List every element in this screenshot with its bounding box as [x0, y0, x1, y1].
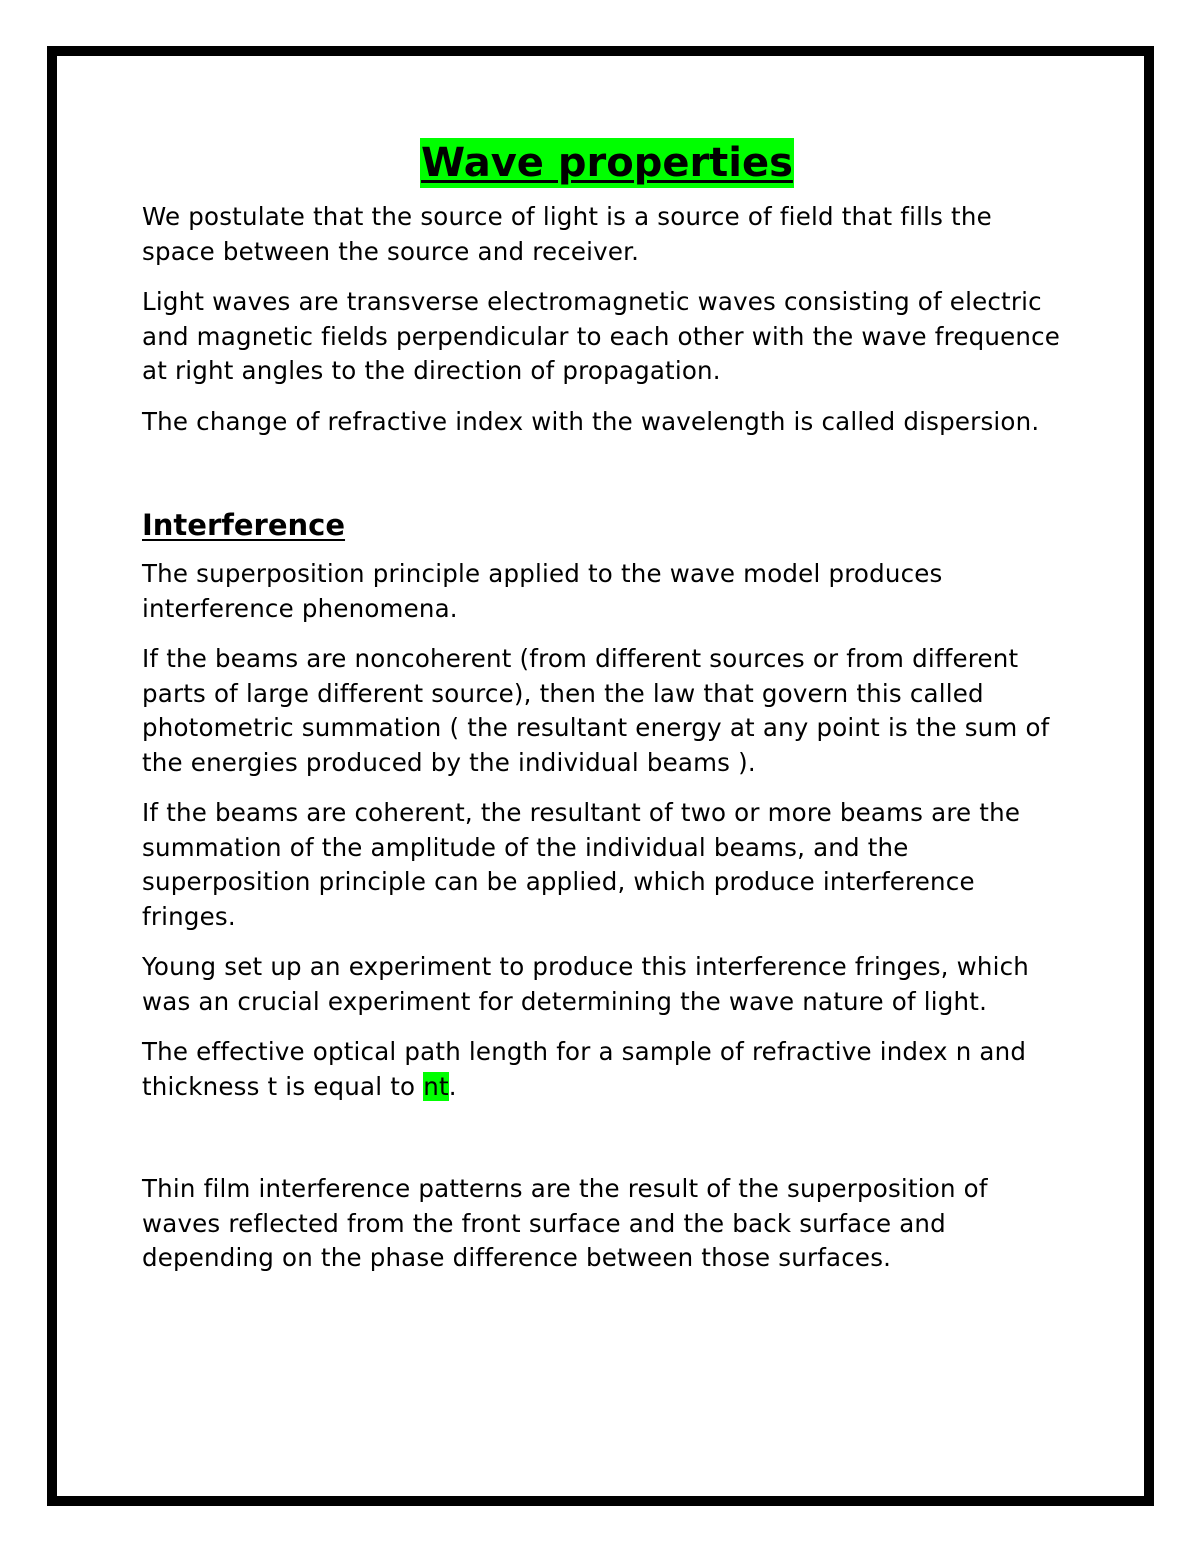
- interference-paragraph-3: If the beams are coherent, the resultant of two or more beams are the summation of the amplitude of the individual beams, and the superposition principle can be applied, which produce interference fringes.: [142, 798, 1021, 931]
- intro-paragraph-3: The change of refractive index with the wavelength is called dispersion.: [142, 406, 1040, 436]
- interference-paragraph-4: Young set up an experiment to produce this interference fringes, which was an crucial experiment for determining the wave nature of light.: [142, 952, 1030, 1016]
- section-heading-interference: Interference: [142, 508, 346, 542]
- title-container: [142, 138, 1072, 188]
- document-title: Wave properties: [421, 140, 793, 186]
- document-body: [142, 138, 1072, 1292]
- intro-paragraph-1: We postulate that the source of light is a source of field that fills the space between the source and receiver.: [142, 202, 992, 266]
- thin-film-paragraph: Thin film interference patterns are the result of the superposition of waves reflected from the front surface and the back surface and depending on the phase difference between those surfaces.: [142, 1174, 988, 1272]
- interference-paragraph-2: If the beams are noncoherent (from different sources or from different parts of large different source), then the law that govern this called photometric summation ( the resultant energy at any point is the sum of the energies produced by the individual beams ).: [142, 644, 1050, 777]
- optical-path-paragraph: [142, 1035, 1072, 1104]
- highlighted-term-nt: nt: [423, 1071, 449, 1101]
- optical-path-period: .: [448, 1071, 457, 1101]
- intro-paragraph-2: Light waves are transverse electromagnetic waves consisting of electric and magnetic fields perpendicular to each other with the wave frequence at right angles to the direction of propagation.: [142, 287, 1061, 385]
- interference-paragraph-1: The superposition principle applied to the wave model produces interference phenomena.: [142, 559, 943, 623]
- optical-path-text: The effective optical path length for a sample of refractive index n and thickness t is equal to: [142, 1037, 1027, 1101]
